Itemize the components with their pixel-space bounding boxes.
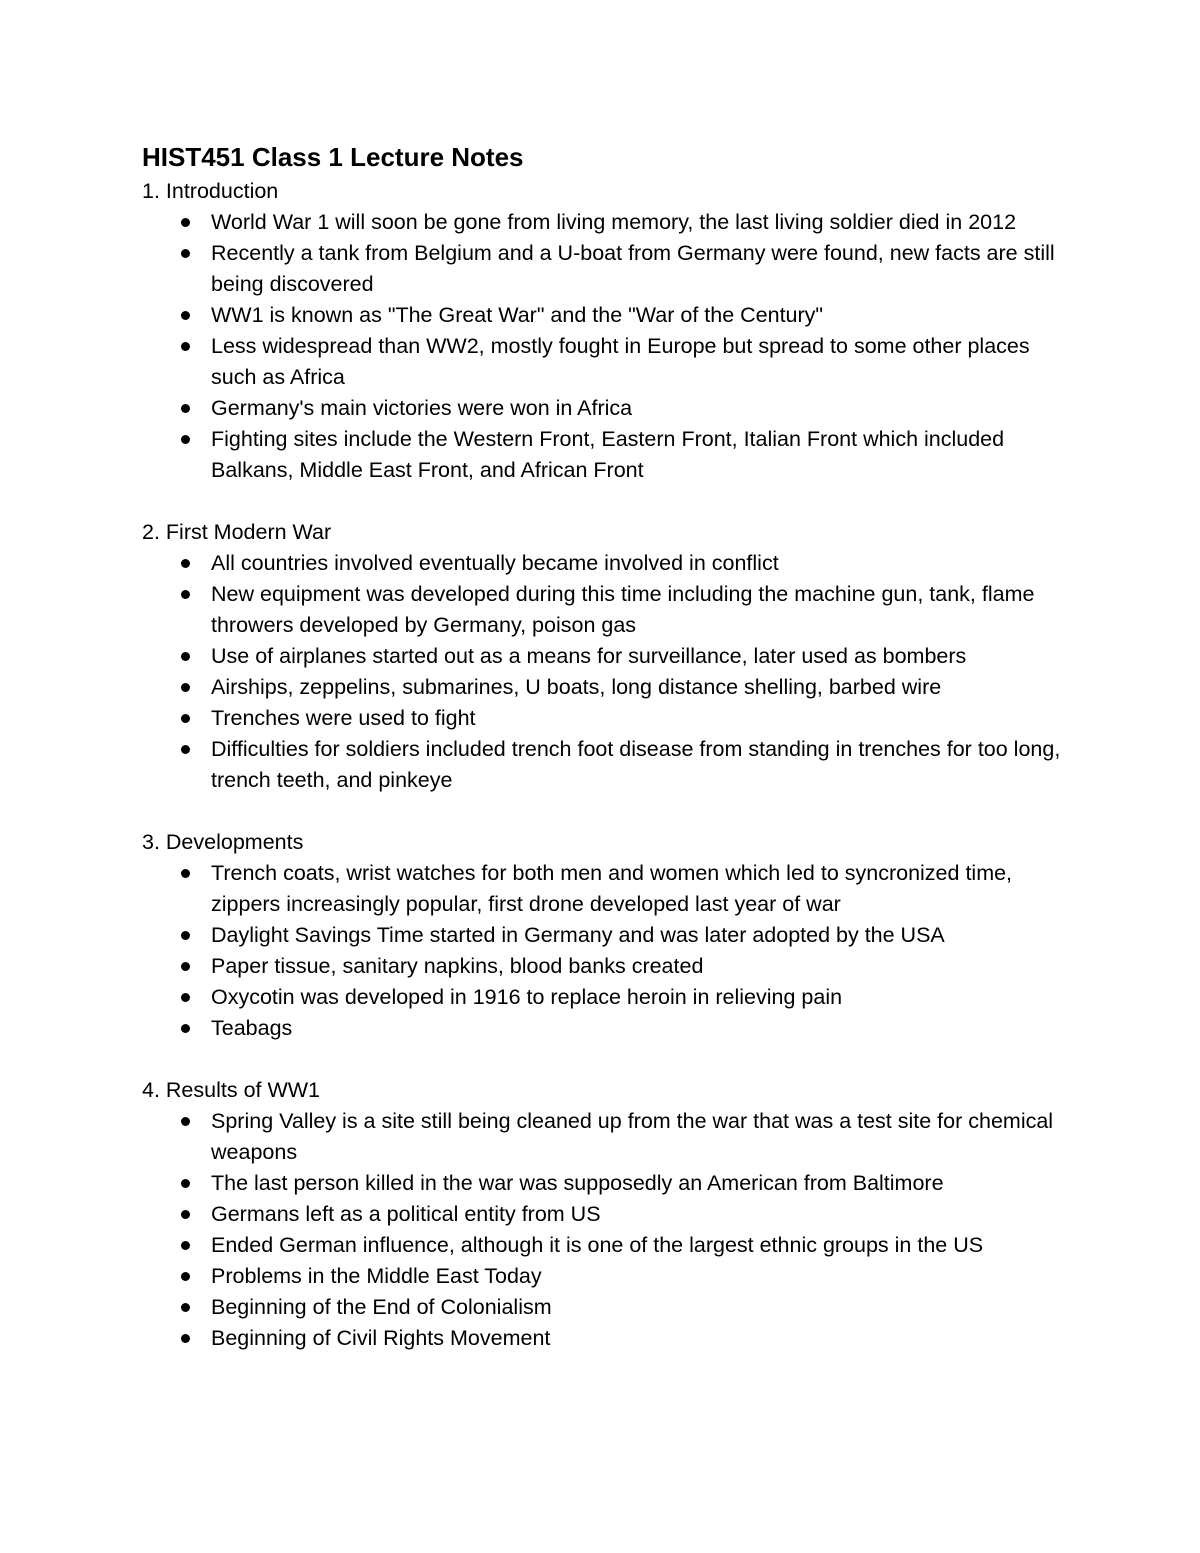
list-item-text: Less widespread than WW2, mostly fought in Europe but spread to some other places such as Africa	[211, 334, 1030, 389]
bullet-icon	[181, 931, 190, 940]
list-item	[142, 1292, 1072, 1323]
list-item	[142, 1230, 1072, 1261]
list-item-text: New equipment was developed during this time including the machine gun, tank, flame throwers developed by Germany, poison gas	[211, 582, 1035, 637]
bullet-icon	[181, 1241, 190, 1250]
bullet-icon	[181, 1303, 190, 1312]
bullet-icon	[181, 1272, 190, 1281]
list-item-text: Spring Valley is a site still being cleaned up from the war that was a test site for chemical weapons	[211, 1109, 1054, 1164]
bullet-icon	[181, 714, 190, 723]
list-item	[142, 579, 1072, 641]
list-item	[142, 1199, 1072, 1230]
section-heading: 4. Results of WW1	[142, 1078, 321, 1102]
list-item-text: World War 1 will soon be gone from living memory, the last living soldier died in 2012	[211, 210, 1017, 234]
section-introduction	[142, 176, 1072, 486]
bullet-icon	[181, 1334, 190, 1343]
list-item	[142, 734, 1072, 796]
bullet-list	[142, 858, 1072, 1044]
section-results	[142, 1075, 1072, 1354]
bullet-icon	[181, 311, 190, 320]
list-item-text: Problems in the Middle East Today	[211, 1264, 542, 1288]
section-heading: 1. Introduction	[142, 179, 279, 203]
list-item	[142, 548, 1072, 579]
bullet-icon	[181, 249, 190, 258]
bullet-icon	[181, 559, 190, 568]
list-item-text: All countries involved eventually became involved in conflict	[211, 551, 779, 575]
bullet-icon	[181, 962, 190, 971]
bullet-icon	[181, 1117, 190, 1126]
list-item	[142, 920, 1072, 951]
list-item-text: Difficulties for soldiers included trench foot disease from standing in trenches for too long, trench teeth, and pinkeye	[211, 737, 1061, 792]
bullet-list	[142, 1106, 1072, 1354]
list-item-text: Trench coats, wrist watches for both men and women which led to syncronized time, zippers increasingly popular, first drone developed last year of war	[211, 861, 1013, 916]
bullet-icon	[181, 1024, 190, 1033]
bullet-icon	[181, 218, 190, 227]
document-title: HIST451 Class 1 Lecture Notes	[142, 142, 524, 172]
list-item	[142, 1261, 1072, 1292]
bullet-list	[142, 548, 1072, 796]
bullet-icon	[181, 590, 190, 599]
list-item	[142, 641, 1072, 672]
section-developments	[142, 827, 1072, 1044]
list-item	[142, 207, 1072, 238]
list-item	[142, 951, 1072, 982]
list-item	[142, 1323, 1072, 1354]
list-item-text: Fighting sites include the Western Front, Eastern Front, Italian Front which included Balkans, Middle East Front, and African Front	[211, 427, 1005, 482]
section-heading: 2. First Modern War	[142, 520, 332, 544]
list-item	[142, 1106, 1072, 1168]
list-item	[142, 300, 1072, 331]
list-item-text: Germans left as a political entity from US	[211, 1202, 601, 1226]
bullet-icon	[181, 1179, 190, 1188]
bullet-icon	[181, 652, 190, 661]
bullet-icon	[181, 1210, 190, 1219]
list-item-text: Trenches were used to fight	[211, 706, 476, 730]
list-item	[142, 238, 1072, 300]
list-item-text: Paper tissue, sanitary napkins, blood banks created	[211, 954, 704, 978]
list-item-text: Recently a tank from Belgium and a U-boat from Germany were found, new facts are still being discovered	[211, 241, 1055, 296]
list-item	[142, 1168, 1072, 1199]
list-item-text: The last person killed in the war was supposedly an American from Baltimore	[211, 1171, 944, 1195]
list-item	[142, 1013, 1072, 1044]
list-item-text: Beginning of Civil Rights Movement	[211, 1326, 551, 1350]
list-item	[142, 424, 1072, 486]
section-heading: 3. Developments	[142, 830, 304, 854]
list-item	[142, 393, 1072, 424]
list-item-text: Ended German influence, although it is one of the largest ethnic groups in the US	[211, 1233, 984, 1257]
bullet-icon	[181, 404, 190, 413]
list-item-text: Germany's main victories were won in Africa	[211, 396, 633, 420]
bullet-icon	[181, 342, 190, 351]
list-item-text: Teabags	[211, 1016, 293, 1040]
list-item	[142, 672, 1072, 703]
list-item	[142, 982, 1072, 1013]
section-first-modern-war	[142, 517, 1072, 796]
list-item-text: Daylight Savings Time started in Germany and was later adopted by the USA	[211, 923, 945, 947]
list-item-text: Airships, zeppelins, submarines, U boats, long distance shelling, barbed wire	[211, 675, 942, 699]
list-item-text: Oxycotin was developed in 1916 to replace heroin in relieving pain	[211, 985, 843, 1009]
bullet-list	[142, 207, 1072, 486]
list-item-text: Beginning of the End of Colonialism	[211, 1295, 552, 1319]
bullet-icon	[181, 993, 190, 1002]
list-item-text: Use of airplanes started out as a means for surveillance, later used as bombers	[211, 644, 967, 668]
document-content	[142, 140, 1072, 1385]
list-item	[142, 703, 1072, 734]
bullet-icon	[181, 745, 190, 754]
list-item	[142, 331, 1072, 393]
bullet-icon	[181, 869, 190, 878]
bullet-icon	[181, 683, 190, 692]
list-item	[142, 858, 1072, 920]
list-item-text: WW1 is known as "The Great War" and the "War of the Century"	[211, 303, 824, 327]
bullet-icon	[181, 435, 190, 444]
